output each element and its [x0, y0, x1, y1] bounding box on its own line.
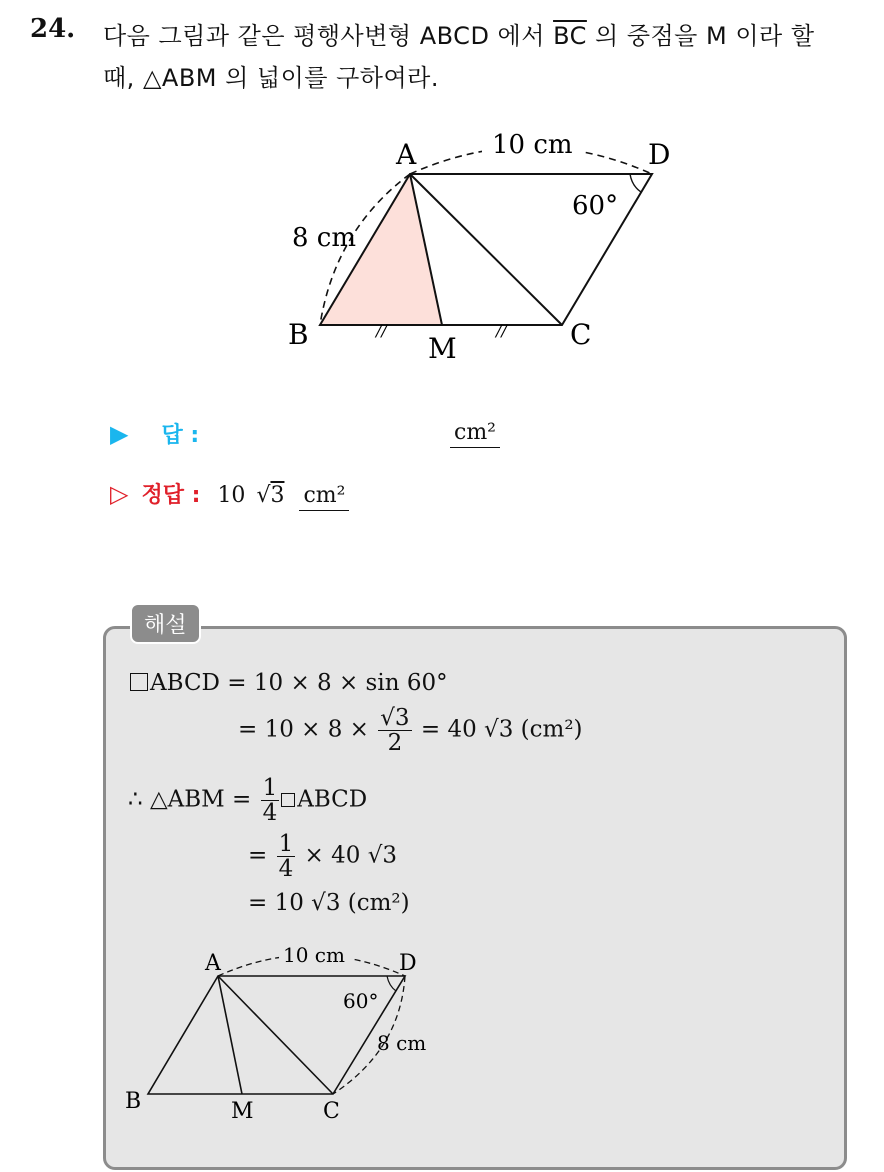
answer-unit: cm² — [450, 420, 500, 448]
label-b: B — [288, 318, 309, 351]
parallelogram-figure — [260, 120, 680, 380]
answer-arrow-icon: ▶ — [110, 420, 129, 448]
angle-arc-d-2 — [387, 976, 396, 991]
angle-arc-d — [630, 174, 641, 192]
angle-label-2: 60° — [343, 989, 379, 1013]
explanation-line-2 — [238, 706, 583, 755]
frac-num-1b: 1 — [278, 831, 294, 857]
label-a-2: A — [205, 951, 221, 976]
explanation-line-4 — [248, 832, 397, 881]
question-line-1-post: 의 중점을 M 이라 할 — [586, 22, 815, 50]
frac-num-sqrt3: √3 — [380, 705, 410, 731]
explanation-line-4-post: × 40 √3 — [304, 842, 397, 869]
label-a: A — [396, 138, 417, 171]
correct-answer-row: ▷ 정답 : 10 √3 cm² — [110, 478, 349, 509]
square-symbol-icon — [130, 673, 148, 691]
explanation-line-2-pre: = 10 × 8 × — [238, 716, 369, 743]
angle-label: 60° — [572, 191, 619, 221]
top-length-label: 10 cm — [492, 130, 573, 160]
segment-bc: $\overline{BC}$ — [553, 22, 587, 50]
top-length-label-2: 10 cm — [283, 943, 345, 967]
explanation-line-1-text: ABCD = 10 × 8 × sin 60° — [150, 670, 448, 696]
answer-row — [110, 418, 199, 449]
tick-bm: // — [376, 321, 387, 340]
question-line-1-pre: 다음 그림과 같은 평행사변형 ABCD 에서 — [103, 22, 554, 50]
explanation-line-2-post: = 40 √3 (cm²) — [420, 716, 583, 743]
answer-label: 답 : — [161, 423, 200, 448]
question-number: 24. — [30, 14, 76, 44]
question-line-1 — [103, 16, 815, 51]
correct-label: 정답 : — [141, 483, 201, 508]
label-c: C — [570, 318, 592, 351]
frac-den-2: 2 — [387, 730, 403, 756]
correct-arrow-icon: ▷ — [110, 480, 129, 508]
explanation-figure — [115, 940, 455, 1130]
explanation-line-5: = 10 √3 (cm²) — [248, 890, 410, 916]
frac-den-4: 4 — [262, 800, 278, 826]
explanation-line-3 — [128, 776, 367, 825]
small-square-icon — [281, 793, 295, 807]
label-d-2: D — [399, 951, 417, 976]
segment-am-2 — [218, 976, 242, 1094]
correct-unit: cm² — [299, 483, 349, 511]
frac-num-1: 1 — [262, 775, 278, 801]
label-m: M — [428, 332, 457, 365]
explanation-tag: 해설 — [130, 603, 201, 644]
side-length-label: 8 cm — [292, 223, 357, 253]
label-c-2: C — [323, 1099, 340, 1124]
explanation-line-4-pre: = — [248, 842, 268, 869]
tick-mc: // — [496, 321, 507, 340]
label-d: D — [648, 138, 671, 171]
segment-ac-2 — [218, 976, 333, 1094]
side-length-label-2: 8 cm — [377, 1031, 427, 1055]
frac-den-4b: 4 — [278, 856, 294, 882]
explanation-line-3-post: ABCD — [297, 786, 368, 813]
label-m-2: M — [231, 1099, 254, 1124]
question-line-2: 때, △ABM 의 넓이를 구하여라. — [103, 64, 439, 92]
explanation-line-1 — [130, 670, 448, 696]
answer-input[interactable] — [340, 420, 500, 446]
label-b-2: B — [125, 1089, 142, 1114]
correct-value-prefix: 10 — [217, 483, 246, 508]
correct-value-root: 3 — [270, 483, 285, 508]
explanation-line-3-pre: ∴ △ABM = — [128, 786, 252, 813]
